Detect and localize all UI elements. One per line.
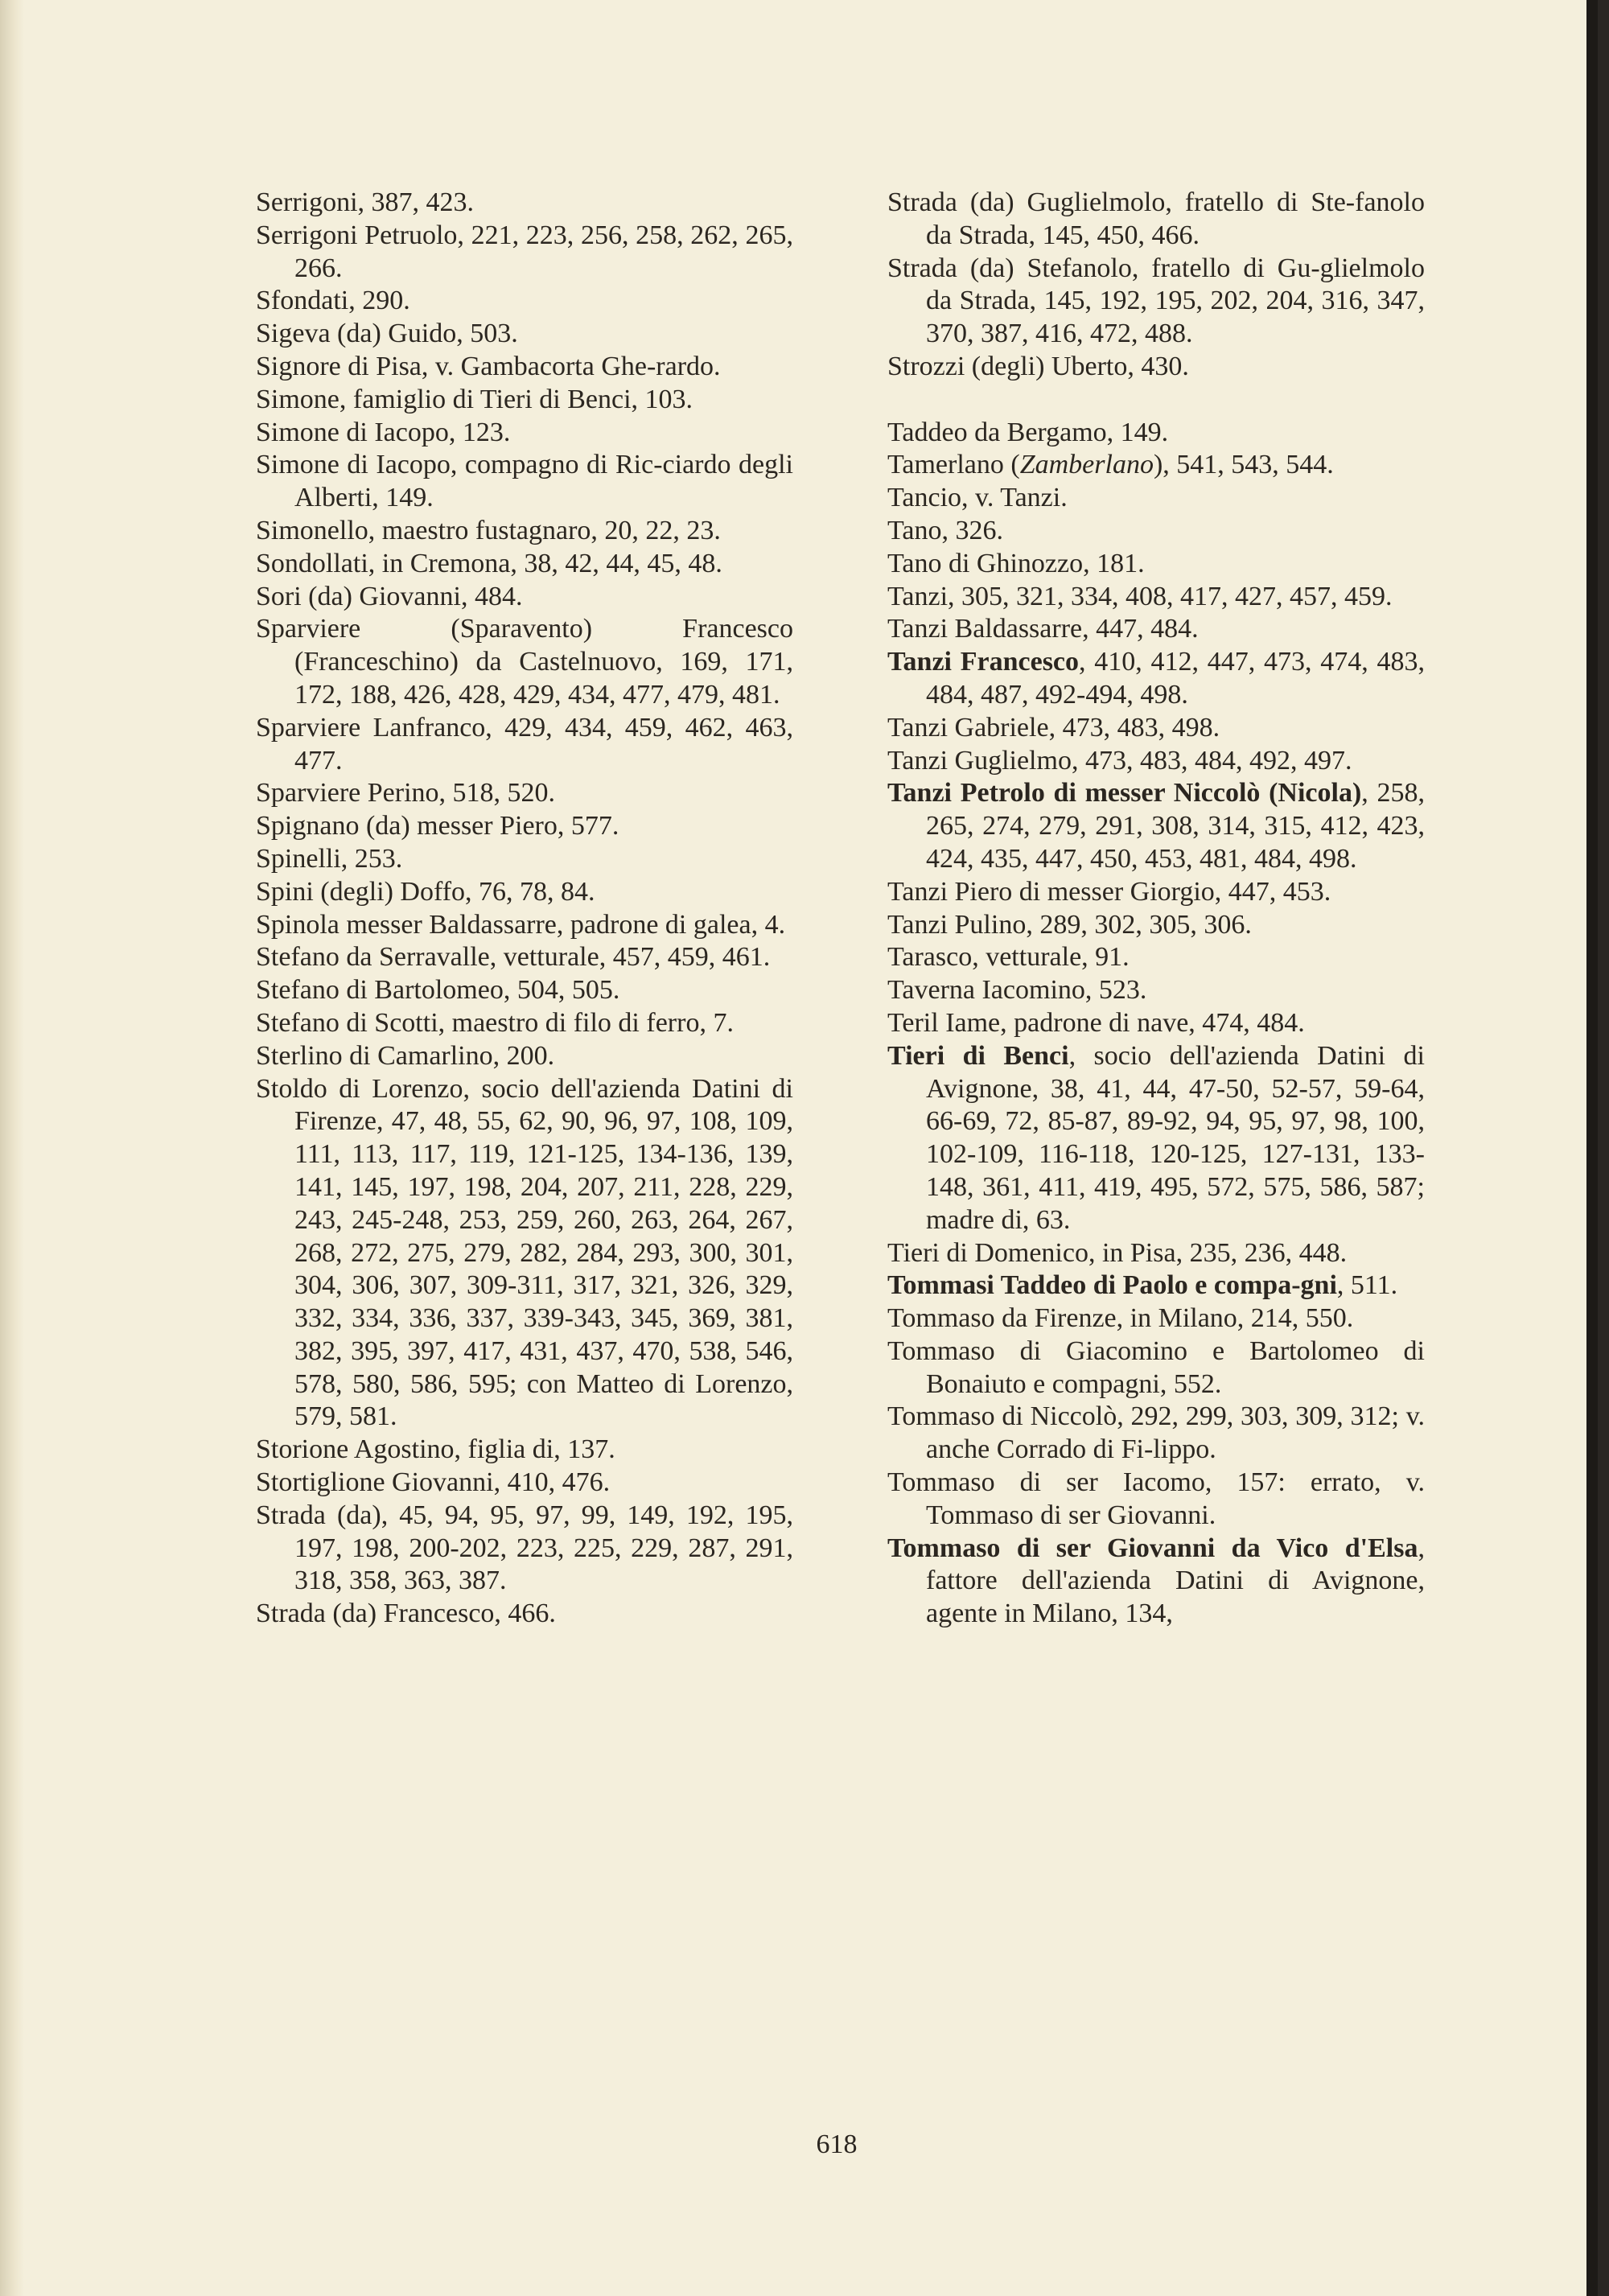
index-entry-text: Simone, famiglio di Tieri di Benci, 103.	[256, 384, 693, 414]
index-entry-text: Stoldo di Lorenzo, socio dell'azienda Datini di Firenze, 47, 48, 55, 62, 90, 96, 97, 108, 109, 111, 113, 117, 119, 121-125, 134-136, 139, 141, 145, 197, 198, 204, 207, 211, 228, 229, 243, 245-248, 253, 259, 260, 263, 264, 267, 268, 272, 275, 279, 282, 284, 293, 300, 301, 304, 306, 307, 309-311, 317, 321, 326, 329, 332, 334, 336, 337, 339-343, 345, 369, 381, 382, 395, 397, 417, 431, 437, 470, 538, 546, 578, 580, 586, 595; con Matteo di Lorenzo, 579, 581.	[256, 1073, 793, 1432]
index-entry	[256, 285, 793, 318]
index-entry-text: Sparviere Lanfranco, 429, 434, 459, 462, 463, 477.	[256, 712, 793, 776]
index-entry	[887, 1007, 1425, 1040]
index-entry	[256, 318, 793, 351]
index-entry-text: Spinelli, 253.	[256, 843, 403, 874]
index-entry	[887, 581, 1425, 614]
index-entry-text: Tarasco, vetturale, 91.	[887, 942, 1130, 973]
index-entry-text: Sparviere (Sparavento) Francesco (Franceschino) da Castelnuovo, 169, 171, 172, 188, 426, 428, 429, 434, 477, 479, 481.	[256, 614, 793, 710]
index-entry-prefix: Tamerlano (	[887, 450, 1020, 480]
index-entry-text: Serrigoni Petruolo, 221, 223, 256, 258, 262, 265, 266.	[256, 220, 793, 283]
index-entry	[887, 187, 1425, 253]
index-entry-text: Tano di Ghinozzo, 181.	[887, 548, 1145, 578]
index-entry	[256, 810, 793, 843]
index-entry	[256, 1434, 793, 1467]
index-entry-text: , 258, 265, 274, 279, 291, 308, 314, 315, 412, 423, 424, 435, 447, 450, 453, 481, 484, 498.	[926, 778, 1426, 874]
index-entry	[887, 351, 1425, 384]
index-entry	[887, 1302, 1425, 1335]
index-entry	[256, 843, 793, 876]
index-entry-text: Tieri di Domenico, in Pisa, 235, 236, 448.	[887, 1237, 1348, 1268]
index-entry-text: Sterlino di Camarlino, 200.	[256, 1040, 555, 1071]
index-entry	[256, 909, 793, 942]
index-entry-text: Stefano di Bartolomeo, 504, 505.	[256, 975, 620, 1006]
index-entry	[256, 876, 793, 909]
index-entry-text: , socio dell'azienda Datini di Avignone, 38, 41, 44, 47-50, 52-57, 59-64, 66-69, 72, 85-87, 89-92, 94, 95, 97, 98, 100, 102-109, 116-118, 120-125, 127-131, 133-148, 361, 411, 419, 495, 572, 575, 586, 587; madre di, 63.	[926, 1040, 1425, 1235]
index-entry	[887, 253, 1425, 351]
index-entry-text: Spini (degli) Doffo, 76, 78, 84.	[256, 876, 595, 907]
index-entry-italic: Zamberlano	[1019, 450, 1154, 480]
index-entry	[256, 1598, 793, 1631]
index-entry-text: Stortiglione Giovanni, 410, 476.	[256, 1467, 611, 1498]
index-entry-text: Signore di Pisa, v. Gambacorta Ghe-rardo.	[256, 351, 721, 381]
index-entry	[256, 777, 793, 810]
index-entry-text: Teril Iame, padrone di nave, 474, 484.	[887, 1007, 1305, 1038]
index-entry	[256, 515, 793, 548]
index-entry-text: ), 541, 543, 544.	[1153, 450, 1334, 480]
index-entry-text: Stefano di Scotti, maestro di filo di ferro, 7.	[256, 1007, 734, 1038]
index-entry	[887, 1533, 1425, 1631]
index-entry	[887, 941, 1425, 974]
index-entry-text: , fattore dell'azienda Datini di Avignone, agente in Milano, 134,	[926, 1533, 1425, 1629]
index-entry	[887, 417, 1425, 450]
index-entry	[256, 220, 793, 286]
index-entry	[256, 1467, 793, 1500]
index-entry-text: Taddeo da Bergamo, 149.	[887, 417, 1169, 447]
index-entry	[887, 777, 1425, 875]
index-entry-text: Tanzi Gabriele, 473, 483, 498.	[887, 712, 1220, 743]
index-entry	[887, 909, 1425, 942]
index-entry	[887, 1335, 1425, 1401]
index-entry	[887, 646, 1425, 712]
index-entry-text: Strada (da) Stefanolo, fratello di Gu-glielmolo da Strada, 145, 192, 195, 202, 204, 316, 347, 370, 387, 416, 472, 488.	[887, 253, 1425, 349]
index-entry	[256, 1073, 793, 1434]
index-entry-text: Simone di Iacopo, 123.	[256, 417, 511, 447]
index-entry-text: , 410, 412, 447, 473, 474, 483, 484, 487, 492-494, 498.	[926, 647, 1426, 710]
index-entry-text: Tommaso di ser Iacomo, 157: errato, v. Tommaso di ser Giovanni.	[887, 1467, 1425, 1530]
index-entry	[887, 1401, 1425, 1467]
index-entry-text: Sondollati, in Cremona, 38, 42, 44, 45, 48.	[256, 548, 722, 578]
index-entry-text: Stefano da Serravalle, vetturale, 457, 459, 461.	[256, 942, 771, 973]
index-entry-text: Strada (da), 45, 94, 95, 97, 99, 149, 192, 195, 197, 198, 200-202, 223, 225, 229, 287, 291, 318, 358, 363, 387.	[256, 1500, 793, 1596]
index-entry-text: Taverna Iacomino, 523.	[887, 975, 1147, 1006]
index-entry-text: Tanzi Piero di messer Giorgio, 447, 453.	[887, 876, 1331, 907]
index-entry-text: Sparviere Perino, 518, 520.	[256, 778, 556, 809]
index-entry-text: Simone di Iacopo, compagno di Ric-ciardo degli Alberti, 149.	[256, 450, 793, 513]
index-entry	[887, 876, 1425, 909]
index-entry	[887, 1467, 1425, 1533]
index-column-left	[256, 187, 793, 1631]
index-entry-text: Sigeva (da) Guido, 503.	[256, 319, 518, 349]
index-entry-text: Tanzi Guglielmo, 473, 483, 484, 492, 497.	[887, 745, 1352, 776]
index-entry	[256, 384, 793, 417]
index-entry-text: Spinola messer Baldassarre, padrone di galea, 4.	[256, 909, 786, 940]
index-entry-text: Tanzi, 305, 321, 334, 408, 417, 427, 457, 459.	[887, 581, 1393, 611]
index-entry-text: Serrigoni, 387, 423.	[256, 187, 475, 217]
index-entry	[887, 449, 1425, 482]
index-entry	[256, 548, 793, 581]
index-entry	[887, 1237, 1425, 1270]
index-entry	[256, 941, 793, 974]
index-entry	[256, 712, 793, 778]
index-entry-text: , 511.	[1336, 1270, 1398, 1301]
index-entry-heading: Tommasi Taddeo di Paolo e compa-gni	[887, 1270, 1337, 1301]
index-entry	[887, 548, 1425, 581]
index-entry	[256, 417, 793, 450]
index-entry	[256, 187, 793, 220]
index-entry-text: Tano, 326.	[887, 515, 1003, 545]
index-entry-heading: Tommaso di ser Giovanni da Vico d'Elsa	[887, 1533, 1418, 1563]
index-entry-text: Tanzi Baldassarre, 447, 484.	[887, 614, 1199, 644]
index-entry	[887, 1040, 1425, 1237]
index-entry	[256, 613, 793, 711]
index-entry	[887, 1269, 1425, 1302]
index-entry	[887, 712, 1425, 745]
index-entry-text: Sori (da) Giovanni, 484.	[256, 581, 523, 611]
index-entry-text: Tancio, v. Tanzi.	[887, 483, 1068, 513]
index-entry-heading: Tanzi Petrolo di messer Niccolò (Nicola)	[887, 778, 1362, 809]
index-entry-text: Strada (da) Francesco, 466.	[256, 1599, 556, 1629]
index-entry	[256, 974, 793, 1007]
index-entry-text: Tommaso di Giacomino e Bartolomeo di Bonaiuto e compagni, 552.	[887, 1335, 1425, 1399]
page-edge-shadow	[1586, 0, 1598, 2296]
index-entry-text: Simonello, maestro fustagnaro, 20, 22, 23.	[256, 515, 721, 545]
index-entry	[887, 745, 1425, 778]
index-entry	[887, 974, 1425, 1007]
index-column-right	[887, 187, 1425, 1631]
index-entry-text: Strozzi (degli) Uberto, 430.	[887, 351, 1189, 381]
index-entry-text: Strada (da) Guglielmolo, fratello di Ste-fanolo da Strada, 145, 450, 466.	[887, 187, 1425, 250]
page-number: 618	[816, 2129, 858, 2159]
index-entry-text: Tanzi Pulino, 289, 302, 305, 306.	[887, 909, 1252, 940]
index-entry	[887, 515, 1425, 548]
index-entry-heading: Tieri di Benci	[887, 1040, 1069, 1071]
index-entry	[256, 1500, 793, 1598]
index-entry-text: Tommaso da Firenze, in Milano, 214, 550.	[887, 1303, 1354, 1334]
index-entry-text: Spignano (da) messer Piero, 577.	[256, 811, 619, 841]
index-entry	[887, 613, 1425, 646]
index-entry-heading: Tanzi Francesco	[887, 647, 1080, 677]
index-entry	[887, 482, 1425, 515]
index-entry	[256, 449, 793, 515]
index-entry	[256, 351, 793, 384]
index-entry	[256, 1040, 793, 1073]
index-entry-text: Storione Agostino, figlia di, 137.	[256, 1434, 615, 1465]
index-entry	[256, 1007, 793, 1040]
index-entry-text: Sfondati, 290.	[256, 286, 410, 316]
index-entry	[256, 581, 793, 614]
index-entry-text: Tommaso di Niccolò, 292, 299, 303, 309, 312; v. anche Corrado di Fi-lippo.	[887, 1401, 1425, 1465]
page-spine-shadow	[0, 0, 24, 2296]
